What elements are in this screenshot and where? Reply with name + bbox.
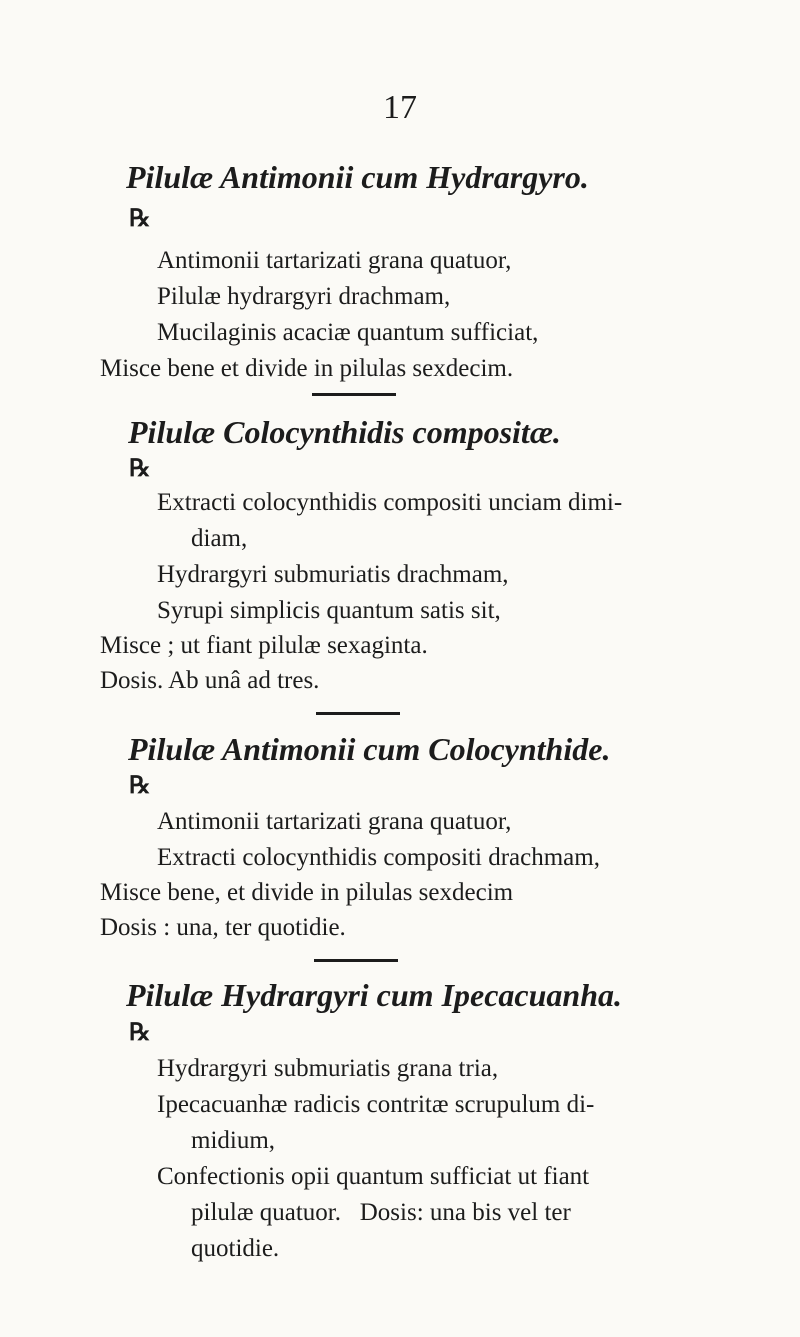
ingredient-line: Mucilaginis acaciæ quantum sufficiat, xyxy=(157,319,539,346)
instruction-line: Misce ; ut fiant pilulæ sexaginta. xyxy=(100,632,428,659)
section-divider xyxy=(316,712,400,715)
dosage-line: pilulæ quatuor. Dosis: una bis vel ter xyxy=(191,1199,571,1226)
ingredient-line: Antimonii tartarizati grana quatuor, xyxy=(157,808,512,835)
recipe-symbol: ℞ xyxy=(129,206,151,232)
ingredient-line: midium, xyxy=(191,1127,276,1154)
ingredient-line: Extracti colocynthidis compositi unciam dimi- xyxy=(157,489,623,516)
ingredient-line: Hydrargyri submuriatis grana tria, xyxy=(157,1055,499,1082)
instruction-line: Misce bene et divide in pilulas sexdecim. xyxy=(100,355,514,382)
section-title: Pilulæ Antimonii cum Hydrargyro. xyxy=(126,159,589,195)
ingredient-line: Ipecacuanhæ radicis contritæ scrupulum di- xyxy=(157,1091,595,1118)
ingredient-line: Confectionis opii quantum sufficiat ut fiant xyxy=(157,1163,590,1190)
section-divider xyxy=(312,393,396,396)
ingredient-line: diam, xyxy=(191,525,248,552)
section-title: Pilulæ Hydrargyri cum Ipecacuanha. xyxy=(126,977,623,1013)
recipe-symbol: ℞ xyxy=(129,456,151,482)
ingredient-line: Extracti colocynthidis compositi drachmam, xyxy=(157,844,600,871)
dosage-line: Dosis : una, ter quotidie. xyxy=(100,914,346,941)
section-title: Pilulæ Colocynthidis compositæ. xyxy=(128,414,561,450)
dosage-line: quotidie. xyxy=(191,1235,280,1262)
recipe-symbol: ℞ xyxy=(129,773,151,799)
page-number: 17 xyxy=(383,89,417,126)
section-title: Pilulæ Antimonii cum Colocynthide. xyxy=(128,731,611,767)
instruction-line: Misce bene, et divide in pilulas sexdecim xyxy=(100,879,514,906)
dosage-line: Dosis. Ab unâ ad tres. xyxy=(100,667,320,694)
ingredient-line: Syrupi simplicis quantum satis sit, xyxy=(157,597,501,624)
section-divider xyxy=(314,959,398,962)
ingredient-line: Hydrargyri submuriatis drachmam, xyxy=(157,561,509,588)
ingredient-line: Antimonii tartarizati grana quatuor, xyxy=(157,247,512,274)
recipe-symbol: ℞ xyxy=(129,1020,151,1046)
ingredient-line: Pilulæ hydrargyri drachmam, xyxy=(157,283,451,310)
